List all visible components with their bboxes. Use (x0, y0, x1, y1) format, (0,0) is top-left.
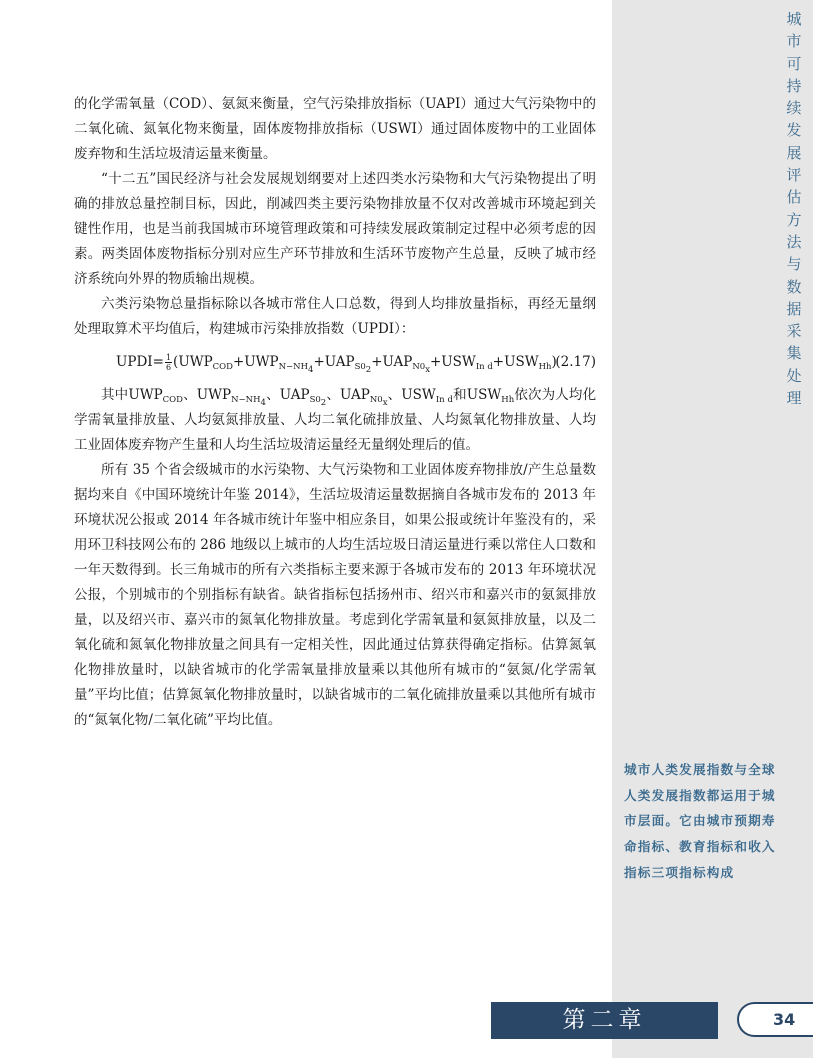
separator: 和 (452, 387, 467, 403)
term-uwp-nnh4: +UWP (232, 354, 279, 370)
var-subscript: COD (162, 395, 183, 405)
var-subscript: Hh (501, 395, 515, 405)
running-title: 城市可持续发展评估方法与数据采集处理 (786, 10, 802, 408)
fraction (165, 353, 172, 372)
separator: 、 (326, 387, 341, 403)
separator: 、 (265, 387, 280, 403)
term-subsubscript: 2 (365, 365, 372, 375)
fraction-denominator: 6 (165, 363, 172, 372)
equation-number: (2.17) (555, 354, 596, 370)
equation-lhs: UPDI= (116, 354, 164, 370)
p4-tail: 依次为人均化学需氧量排放量、人均氨氮排放量、人均二氧化硫排放量、人均氮氧化物排放量、人均工业固体废弃物产生量和人均生活垃圾清运量经无量纲处理后的值。 (74, 387, 597, 453)
var-uwp-cod: UWP (128, 387, 163, 403)
term-subscript: S0 (354, 362, 366, 372)
term-usw-hh: +USW (492, 354, 539, 370)
var-subscript: In d (435, 395, 453, 405)
paragraph-4 (74, 383, 596, 458)
page-number: 34 (737, 1002, 813, 1037)
term-subsubscript: 4 (308, 365, 314, 375)
close-paren: ) (551, 354, 557, 370)
term-subscript: N0 (412, 362, 426, 372)
term-usw-ind: +USW (429, 354, 476, 370)
term-subscript: N−NH (278, 362, 309, 372)
body-text (74, 92, 596, 733)
var-uap-nox: UAP (340, 387, 370, 403)
paragraph-5: 所有 35 个省会级城市的水污染物、大气污染物和工业固体废弃物排放/产生总量数据均来自《中国环境统计年鉴 2014》，生活垃圾清运量数据摘自各城市发布的 2013 年环境状况公报或 2014 年各城市统计年鉴中相应条目，如果公报或统计年鉴没有的，采用环卫科技网公布的 286 地级以上城市的人均生活垃圾日清运量进行乘以常住人口数和一年天数得到。长三角城市的所有六类指标主要来源于各城市发布的 2013 年环境状况公报，个别城市的个别指标有缺省。缺省指标包括扬州市、绍兴市和嘉兴市的氨氮排放量，以及绍兴市、嘉兴市的氮氧化物排放量。考虑到化学需氧量和氨氮排放量，以及二氧化硫和氮氧化物排放量之间具有一定相关性，因此通过估算获得确定指标。估算氮氧化物排放量时，以缺省城市的化学需氧量排放量乘以其他所有城市的“氨氮/化学需氧量”平均比值；估算氮氧化物排放量时，以缺省城市的二氧化硫排放量乘以其他所有城市的“氮氧化物/二氧化硫”平均比值。 (74, 462, 596, 728)
var-subsubscript: 4 (260, 398, 266, 408)
var-uap-so2: UAP (279, 387, 310, 403)
term-subsubscript: x (425, 365, 430, 375)
fraction-numerator: 1 (165, 353, 172, 362)
equation-body (116, 345, 557, 379)
var-subscript: S0 (309, 395, 321, 405)
term-uap-nox: +UAP (371, 354, 413, 370)
p4-lead: 其中 (101, 387, 129, 403)
separator: 、 (387, 387, 402, 403)
chapter-label: 第二章 (491, 1002, 718, 1039)
var-subscript: N−NH (231, 395, 261, 405)
var-subsubscript: x (382, 398, 388, 408)
open-paren: ( (173, 354, 179, 370)
var-subscript: N0 (369, 395, 383, 405)
term-subscript: In d (475, 362, 493, 372)
term-subscript: Hh (538, 362, 552, 372)
term-uwp-cod: UWP (178, 354, 213, 370)
var-subsubscript: 2 (320, 398, 327, 408)
paragraph-1: 的化学需氧量（COD）、氨氮来衡量，空气污染排放指标（UAPI）通过大气污染物中的二氧化硫、氮氧化物来衡量，固体废物排放指标（USWI）通过固体废物中的工业固体废弃物和生活垃圾清运量来衡量。 (74, 96, 596, 162)
paragraph-3: 六类污染物总量指标除以各城市常住人口总数，得到人均排放量指标，再经无量纲处理取算术平均值后，构建城市污染排放指数（UPDI）： (74, 296, 596, 337)
var-uwp-nnh4: UWP (196, 387, 232, 403)
var-usw-ind: USW (401, 387, 436, 403)
equation-2-17 (74, 345, 596, 379)
var-usw-hh: USW (466, 387, 502, 403)
margin-note: 城市人类发展指数与全球人类发展指数都运用于城市层面。它由城市预期寿命指标、教育指标和收入指标三项指标构成 (624, 762, 776, 880)
separator: 、 (182, 387, 197, 403)
term-subscript: COD (212, 362, 233, 372)
paragraph-2: “十二五”国民经济与社会发展规划纲要对上述四类水污染物和大气污染物提出了明确的排放总量控制目标，因此，削减四类主要污染物排放量不仅对改善城市环境起到关键性作用，也是当前我国城市环境管理政策和可持续发展政策制定过程中必须考虑的因素。两类固体废物指标分别对应生产环节排放和生活环节废物产生总量，反映了城市经济系统向外界的物质输出规模。 (74, 171, 596, 287)
term-uap-so2: +UAP (313, 354, 355, 370)
